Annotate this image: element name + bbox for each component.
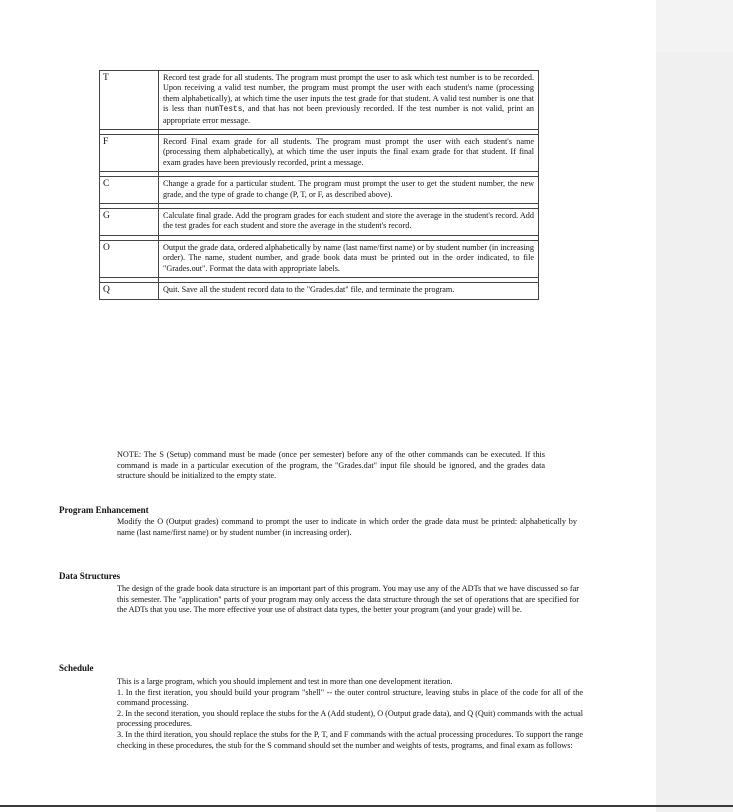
command-row-q [100, 283, 539, 299]
command-table [99, 70, 539, 300]
command-row-f [100, 135, 539, 172]
command-key: O [100, 240, 159, 277]
setup-note: NOTE: The S (Setup) command must be made (once per semester) before any of the other commands can be executed. If this command is made in a particular execution of the program, the "Grades.dat" input file should be ignored, and the grades data structure should be initialized to the empty state. [117, 450, 545, 481]
enhancement-body: Modify the O (Output grades) command to prompt the user to indicate in which order the grade data must be printed: alphabetically by name (last name/first name) or by student number (in increasing order). [117, 517, 577, 537]
command-key: C [100, 177, 159, 204]
schedule-item-2: 2. In the second iteration, you should replace the stubs for the A (Add student), O (Output grade data), and Q (Quit) commands with the actual processing procedures. [117, 708, 583, 729]
side-panel [656, 0, 733, 812]
command-description: Change a grade for a particular student. The program must prompt the user to get the student number, the new grade, and the type of grade to change (P, T, or F, as described above). [159, 177, 539, 204]
description-text: Record test grade for all students. The program must prompt the user to ask which test number is to be recorded. Upon receiving a valid test number, the program must prompt the user with each student's name (processing them alphabetically), at which time the user inputs the test grade for that student. A valid test number is one that is less than [163, 73, 534, 114]
description-text: , and that has not been previously recorded. If the test number is not valid, print an appropriate error message. [163, 104, 534, 125]
command-description: Quit. Save all the student record data to the "Grades.dat" file, and terminate the program. [159, 283, 539, 299]
schedule-item-3: 3. In the third iteration, you should replace the stubs for the P, T, and F commands with the actual processing procedures. To support the range checking in these procedures, the stub for the S command should set the number and weights of tests, programs, and final exam as follows: [117, 729, 583, 750]
command-description: Output the grade data, ordered alphabetically by name (last name/first name) or by student number (in increasing order). The name, student number, and grade book data must be printed out in the order indicated, to file "Grades.out". Format the data with appropriate labels. [159, 240, 539, 277]
schedule-body [117, 677, 583, 751]
command-row-o [100, 240, 539, 277]
heading-schedule: Schedule [59, 663, 94, 673]
page-bottom-border [0, 805, 733, 807]
command-row-g [100, 209, 539, 236]
schedule-intro: This is a large program, which you should implement and test in more than one development iteration. [117, 677, 453, 686]
command-description [159, 71, 539, 130]
command-description: Calculate final grade. Add the program grades for each student and store the average in the student's record. Add the test grades for each student and store the average in the student's record. [159, 209, 539, 236]
command-description: Record Final exam grade for all students. The program must prompt the user with each student's name (processing them alphabetically), at which time the user inputs the final exam grade for that student. If final exam grades have been previously recorded, print a message. [159, 135, 539, 172]
code-numtests: numTests [204, 106, 243, 115]
command-key: F [100, 135, 159, 172]
heading-data-structures: Data Structures [59, 571, 121, 581]
data-structures-body: The design of the grade book data structure is an important part of this program. You may use any of the ADTs that we have discussed so far this semester. The "application" parts of your program may only access the data structure through the set of operations that are specified for the ADTs that you use. The more effective your use of abstract data types, the better your program (and your grade) will be. [117, 584, 579, 615]
command-key: T [100, 71, 159, 130]
command-row-c [100, 177, 539, 204]
schedule-item-1: 1. In the first iteration, you should build your program "shell" -- the outer control structure, leaving stubs in place of the code for all of the command processing. [117, 687, 583, 708]
command-key: G [100, 209, 159, 236]
heading-program-enhancement: Program Enhancement [59, 505, 149, 515]
command-row-t [100, 71, 539, 130]
command-key: Q [100, 283, 159, 299]
side-panel-inner [656, 52, 733, 812]
